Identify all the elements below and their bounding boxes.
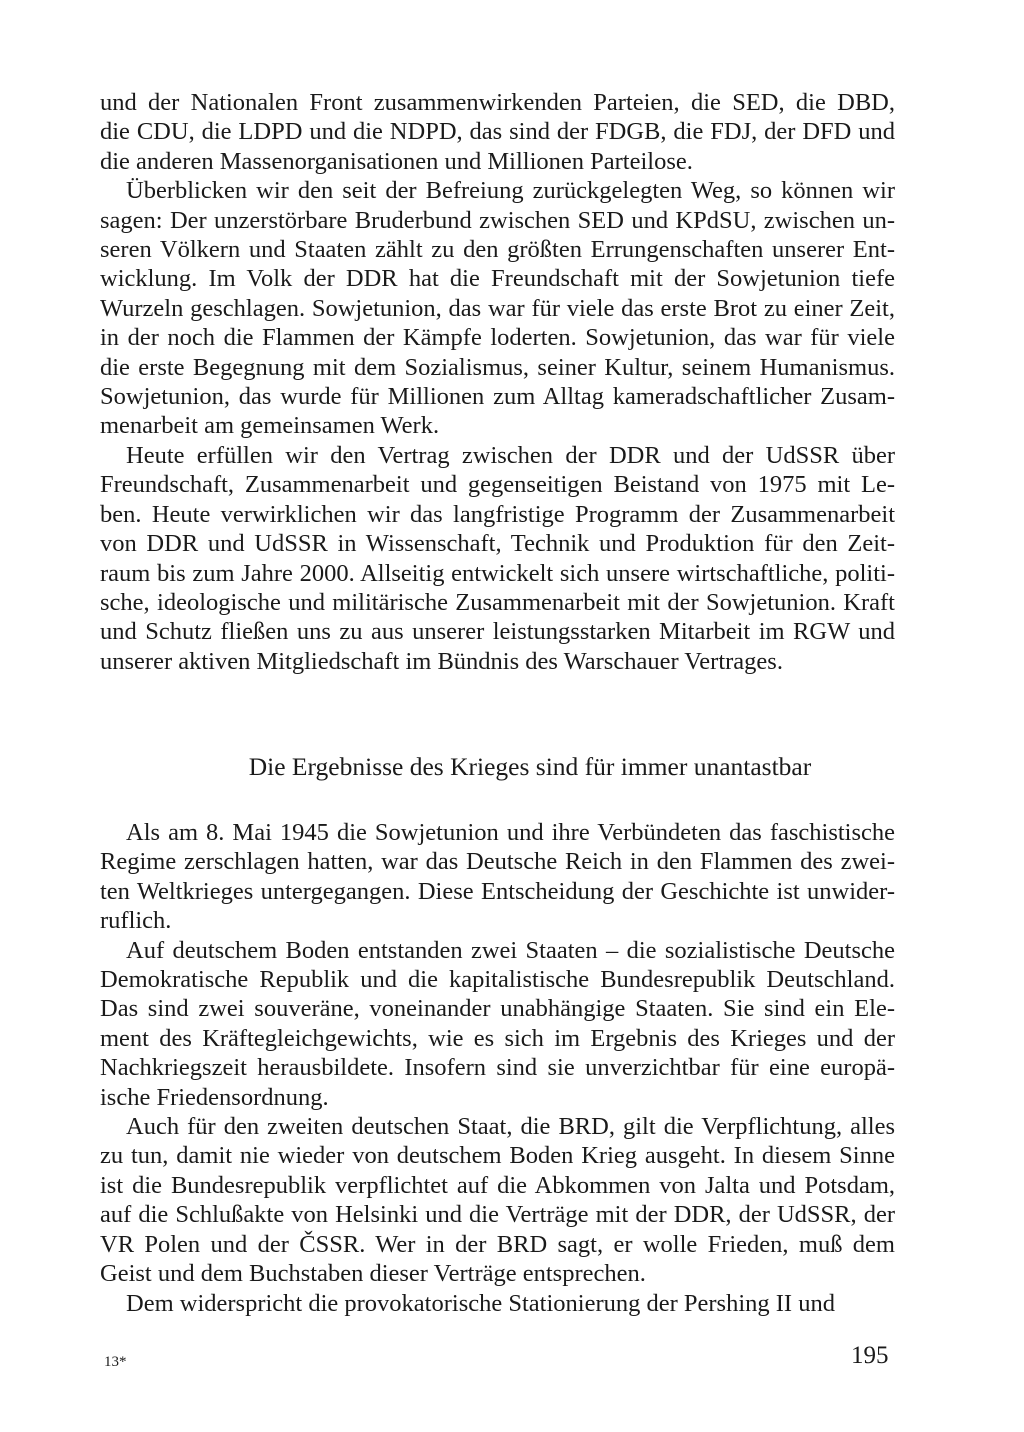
text-line: die anderen Massenorganisationen und Millionen Parteilose.	[100, 147, 693, 175]
text-line: Dem widerspricht die provokatorische Stationierung der Pershing II und	[126, 1289, 835, 1317]
text-line: Auch für den zweiten deutschen Staat, die BRD, gilt die Verpflichtung, alles	[126, 1113, 895, 1141]
text-line: die CDU, die LDPD und die NDPD, das sind der FDGB, die FDJ, der DFD und	[100, 118, 895, 146]
text-line: Auf deutschem Boden entstanden zwei Staaten – die sozialistische Deutsche	[126, 936, 895, 964]
text-line: ment des Kräftegleichgewichts, wie es sich im Ergebnis des Krieges und der	[100, 1024, 895, 1052]
page-number: 195	[851, 1342, 889, 1369]
text-line: von DDR und UdSSR in Wissenschaft, Technik und Produktion für den Zeit-	[100, 530, 895, 558]
text-line: die erste Begegnung mit dem Sozialismus, seiner Kultur, seinem Humanismus.	[100, 353, 895, 381]
text-line: Freundschaft, Zusammenarbeit und gegenseitigen Beistand von 1975 mit Le-	[100, 471, 895, 499]
text-line: Regime zerschlagen hatten, war das Deutsche Reich in den Flammen des zwei-	[100, 848, 895, 876]
text-line: und der Nationalen Front zusammenwirkenden Parteien, die SED, die DBD,	[100, 89, 895, 116]
paragraph	[100, 441, 895, 676]
paragraph	[100, 1112, 895, 1288]
document-page	[100, 88, 895, 1317]
text-line: raum bis zum Jahre 2000. Allseitig entwickelt sich unsere wirtschaftliche, politi-	[100, 559, 895, 587]
text-line: Überblicken wir den seit der Befreiung zurückgelegten Weg, so können wir	[126, 177, 895, 205]
paragraph	[100, 176, 895, 441]
text-line: wicklung. Im Volk der DDR hat die Freundschaft mit der Sowjetunion tiefe	[100, 265, 895, 293]
body-text-top	[100, 88, 895, 676]
text-line: ruflich.	[100, 907, 172, 935]
text-line: VR Polen und der ČSSR. Wer in der BRD sagt, er wolle Frieden, muß dem	[100, 1230, 895, 1258]
text-line: auf die Schlußakte von Helsinki und die Verträge mit der DDR, der UdSSR, der	[100, 1201, 895, 1229]
paragraph	[100, 88, 895, 176]
text-line: zu tun, damit nie wieder von deutschem Boden Krieg ausgeht. In diesem Sinne	[100, 1142, 895, 1170]
text-line: Nachkriegszeit herausbildete. Insofern sind sie unverzichtbar für eine europä-	[100, 1054, 895, 1082]
text-line: sche, ideologische und militärische Zusammenarbeit mit der Sowjetunion. Kraft	[100, 588, 895, 616]
paragraph	[100, 1289, 895, 1318]
text-line: menarbeit am gemeinsamen Werk.	[100, 412, 440, 440]
text-line: Das sind zwei souveräne, voneinander unabhängige Staaten. Sie sind ein Ele-	[100, 995, 895, 1023]
text-line: in der noch die Flammen der Kämpfe loderten. Sowjetunion, das war für viele	[100, 324, 895, 352]
text-line: Demokratische Republik und die kapitalistische Bundesrepublik Deutschland.	[100, 966, 895, 994]
text-line: ist die Bundesrepublik verpflichtet auf die Abkommen von Jalta und Potsdam,	[100, 1171, 895, 1199]
body-text-bottom	[100, 818, 895, 1318]
text-line: Als am 8. Mai 1945 die Sowjetunion und ihre Verbündeten das faschistische	[126, 819, 895, 846]
text-line: ben. Heute verwirklichen wir das langfristige Programm der Zusammenarbeit	[100, 500, 895, 528]
text-line: Geist und dem Buchstaben dieser Verträge entsprechen.	[100, 1260, 646, 1288]
paragraph	[100, 818, 895, 936]
text-line: Sowjetunion, das wurde für Millionen zum Alltag kameradschaftlicher Zusam-	[100, 383, 895, 411]
text-line: seren Völkern und Staaten zählt zu den größten Errungenschaften unserer Ent-	[100, 236, 895, 264]
text-line: und Schutz fließen uns zu aus unserer leistungsstarken Mitarbeit im RGW und	[100, 618, 895, 646]
sheet-signature: 13*	[104, 1354, 127, 1370]
paragraph	[100, 936, 895, 1112]
section-heading: Die Ergebnisse des Krieges sind für immer unantastbar	[248, 752, 812, 781]
text-line: ische Friedensordnung.	[100, 1083, 329, 1111]
text-line: Wurzeln geschlagen. Sowjetunion, das war für viele das erste Brot zu einer Zeit,	[100, 294, 895, 322]
text-line: ten Weltkrieges untergegangen. Diese Entscheidung der Geschichte ist unwider-	[100, 877, 895, 905]
text-line: Heute erfüllen wir den Vertrag zwischen der DDR und der UdSSR über	[126, 441, 895, 469]
text-line: unserer aktiven Mitgliedschaft im Bündnis des Warschauer Vertrages.	[100, 647, 783, 675]
text-line: sagen: Der unzerstörbare Bruderbund zwischen SED und KPdSU, zwischen un-	[100, 206, 895, 234]
